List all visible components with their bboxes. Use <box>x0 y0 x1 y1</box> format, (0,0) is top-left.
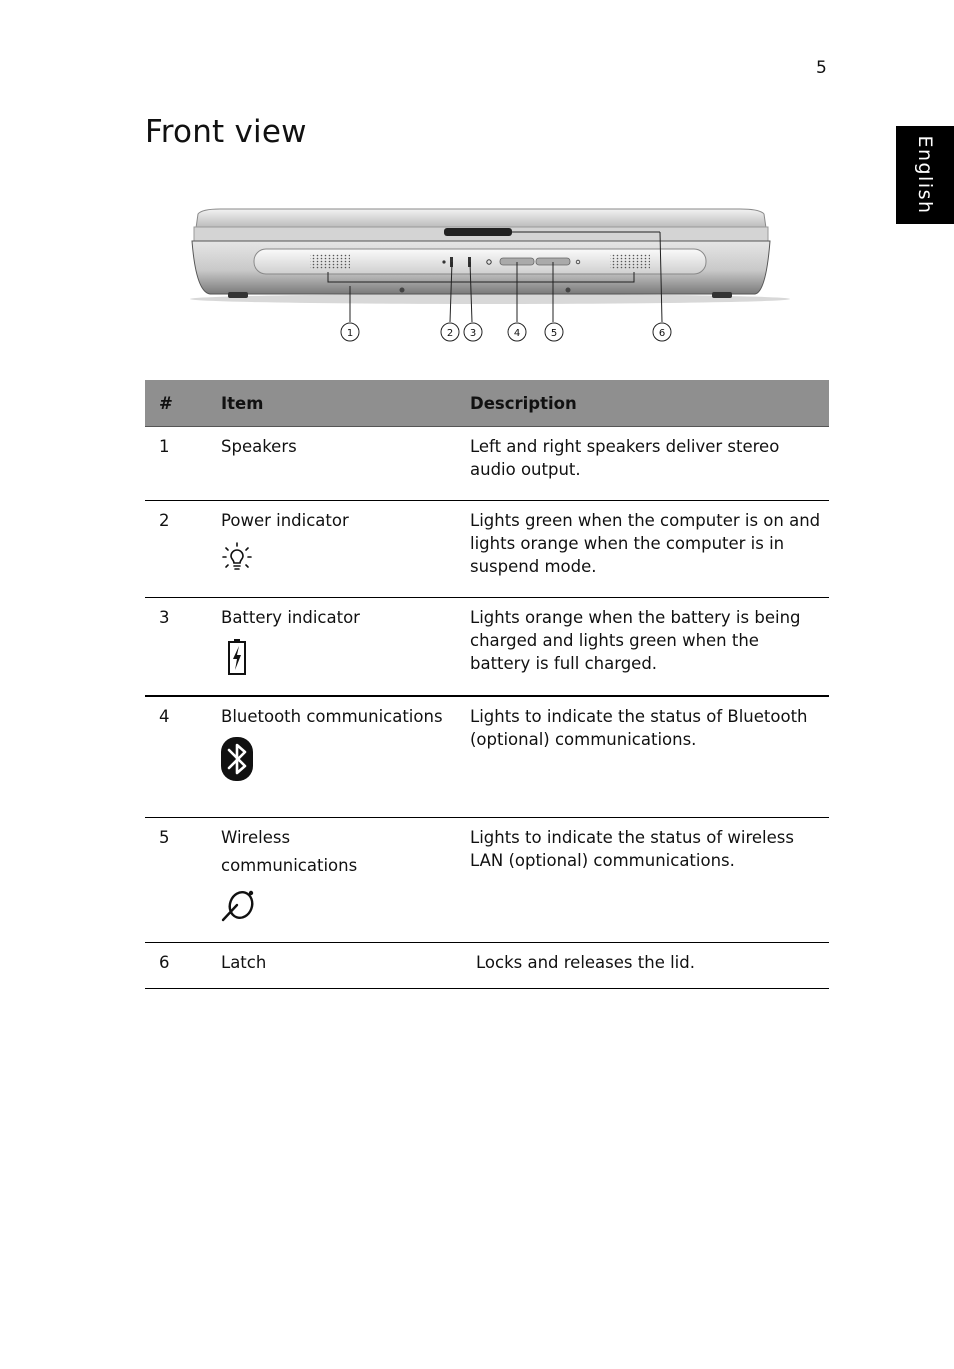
laptop-front-view-figure <box>180 200 800 350</box>
shadow <box>190 294 790 304</box>
foot-right <box>712 292 732 298</box>
header-num: # <box>145 380 207 427</box>
row-description: Lights to indicate the status of Bluetooth (optional) communications. <box>456 696 829 818</box>
row-item: Power indicator <box>221 511 349 530</box>
table-row <box>145 427 829 501</box>
row-item: Battery indicator <box>221 608 360 627</box>
callout-number: 6 <box>658 328 666 339</box>
right-speaker <box>610 254 650 269</box>
page-number: 5 <box>816 58 827 78</box>
row-description-cell <box>456 943 829 989</box>
foot-left <box>228 292 248 298</box>
row-description: Left and right speakers deliver stereo audio output. <box>456 427 829 501</box>
callout-number: 1 <box>346 328 354 339</box>
callout-6 <box>653 323 671 341</box>
indicator-dot <box>442 260 445 263</box>
light-bulb-icon <box>219 540 255 576</box>
callout-number: 3 <box>469 328 477 339</box>
row-item-line1: Wireless <box>221 828 291 847</box>
row-item: Bluetooth communications <box>221 707 443 726</box>
screw <box>566 288 571 293</box>
table-row <box>145 696 829 818</box>
screw <box>400 288 405 293</box>
row-item-cell <box>207 818 456 943</box>
row-description: Lights orange when the battery is being charged and lights green when the battery is full charged. <box>456 598 829 697</box>
callout-2 <box>441 323 459 341</box>
row-num: 1 <box>145 427 207 501</box>
row-num: 6 <box>145 943 207 989</box>
callout-number: 2 <box>446 328 454 339</box>
lid <box>196 209 766 228</box>
callout-1 <box>341 323 359 341</box>
laptop-front-illustration <box>180 200 800 350</box>
callout-number: 4 <box>513 328 521 339</box>
table-header-row <box>145 380 829 427</box>
row-description: Locks and releases the lid. <box>476 953 695 972</box>
bluetooth-icon <box>219 736 255 782</box>
table-row <box>145 818 829 943</box>
table-row <box>145 598 829 697</box>
page-title: Front view <box>145 114 307 150</box>
row-item-cell <box>207 501 456 598</box>
callout-3 <box>464 323 482 341</box>
language-tab <box>896 126 954 224</box>
header-item: Item <box>207 380 456 427</box>
row-num: 2 <box>145 501 207 598</box>
row-item-line2: communications <box>221 856 358 875</box>
header-description: Description <box>456 380 829 427</box>
wireless-icon <box>219 885 259 925</box>
callout-4 <box>508 323 526 341</box>
row-num: 4 <box>145 696 207 818</box>
row-description: Lights green when the computer is on and lights orange when the computer is in suspend mode. <box>456 501 829 598</box>
row-item-cell <box>207 696 456 818</box>
table-row <box>145 501 829 598</box>
callout-number: 5 <box>550 328 558 339</box>
row-item: Latch <box>207 943 456 989</box>
language-tab-label: English <box>914 135 936 215</box>
left-speaker <box>310 254 350 269</box>
battery-icon <box>219 637 255 677</box>
row-num: 3 <box>145 598 207 697</box>
callout-5 <box>545 323 563 341</box>
row-item-cell <box>207 598 456 697</box>
table-row <box>145 943 829 989</box>
row-description: Lights to indicate the status of wireless LAN (optional) communications. <box>456 818 829 943</box>
front-view-table <box>145 380 829 989</box>
row-num: 5 <box>145 818 207 943</box>
row-item: Speakers <box>207 427 456 501</box>
